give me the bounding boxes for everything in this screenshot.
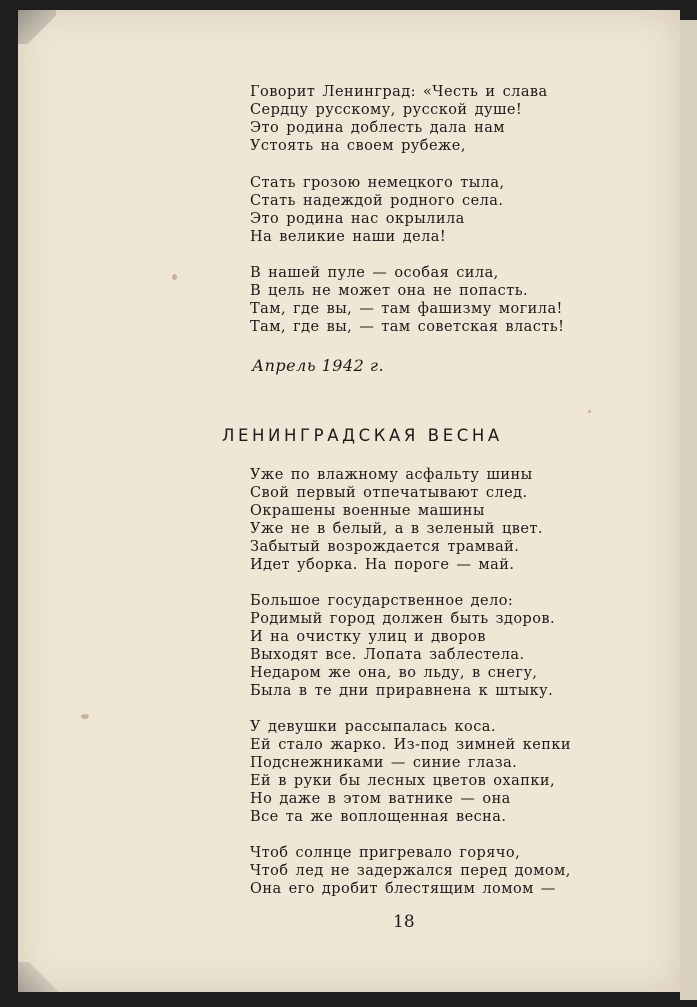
poem2-stanza-1 [250, 466, 543, 574]
poem-line: Устоять на своем рубеже, [250, 138, 466, 154]
poem-line: Там, где вы, — там фашизму могила! [250, 301, 563, 317]
worn-corner-bottom [18, 962, 62, 992]
poem2-stanza-3 [250, 718, 571, 826]
poem-line: Выходят все. Лопата заблестела. [250, 647, 525, 663]
poem1-stanza-2 [250, 174, 505, 246]
poem-line: Это родина нас окрылила [250, 211, 465, 227]
poem-line: Но даже в этом ватнике — она [250, 791, 511, 807]
poem-line: Там, где вы, — там советская власть! [250, 319, 565, 335]
poem-line: Уже по влажному асфальту шины [250, 467, 533, 483]
poem-line: На великие наши дела! [250, 229, 447, 245]
poem-line: Большое государственное дело: [250, 593, 514, 609]
poem-line: Забытый возрождается трамвай. [250, 539, 520, 555]
poem-line: Чтоб солнце пригревало горячо, [250, 845, 521, 861]
poem-line: Была в те дни приравнена к штыку. [250, 683, 554, 699]
worn-corner-top [18, 10, 56, 44]
poem-line: В нашей пуле — особая сила, [250, 265, 499, 281]
poem-title: ЛЕНИНГРАДСКАЯ ВЕСНА [222, 426, 503, 445]
poem-line: Сердцу русскому, русской душе! [250, 102, 523, 118]
poem-line: Она его дробит блестящим ломом — [250, 881, 556, 897]
poem1-stanza-3 [250, 264, 564, 336]
poem-line: Окрашены военные машины [250, 503, 485, 519]
poem1-stanza-1 [250, 83, 548, 155]
poem-line: Уже не в белый, а в зеленый цвет. [250, 521, 543, 537]
book-page [18, 10, 680, 992]
poem-line: Говорит Ленинград: «Честь и слава [250, 84, 548, 100]
poem-line: Это родина доблесть дала нам [250, 120, 506, 136]
poem-line: Подснежниками — синие глаза. [250, 755, 518, 771]
poem-line: Идет уборка. На пороге — май. [250, 557, 515, 573]
poem2-stanza-2 [250, 592, 555, 700]
poem-line: Стать грозою немецкого тыла, [250, 175, 505, 191]
poem-line: И на очистку улиц и дворов [250, 629, 486, 645]
paper-stain [588, 410, 591, 413]
paper-stain [81, 714, 89, 719]
poem-line: В цель не может она не попасть. [250, 283, 529, 299]
poem-line: Все та же воплощенная весна. [250, 809, 507, 825]
poem-line: Родимый город должен быть здоров. [250, 611, 556, 627]
poem-line: Ей в руки бы лесных цветов охапки, [250, 773, 556, 789]
poem-line: Ей стало жарко. Из-под зимней кепки [250, 737, 572, 753]
next-page-edge [680, 20, 697, 1000]
poem-line: Стать надеждой родного села. [250, 193, 504, 209]
paper-stain [172, 274, 177, 280]
poem-line: Недаром же она, во льду, в снегу, [250, 665, 538, 681]
poem-line: Свой первый отпечатывают след. [250, 485, 528, 501]
poem2-stanza-4 [250, 844, 571, 898]
poem-line: У девушки рассыпалась коса. [250, 719, 496, 735]
page-number: 18 [393, 912, 415, 932]
poem-line: Чтоб лед не задержался перед домом, [250, 863, 571, 879]
poem-date: Апрель 1942 г. [252, 356, 385, 375]
